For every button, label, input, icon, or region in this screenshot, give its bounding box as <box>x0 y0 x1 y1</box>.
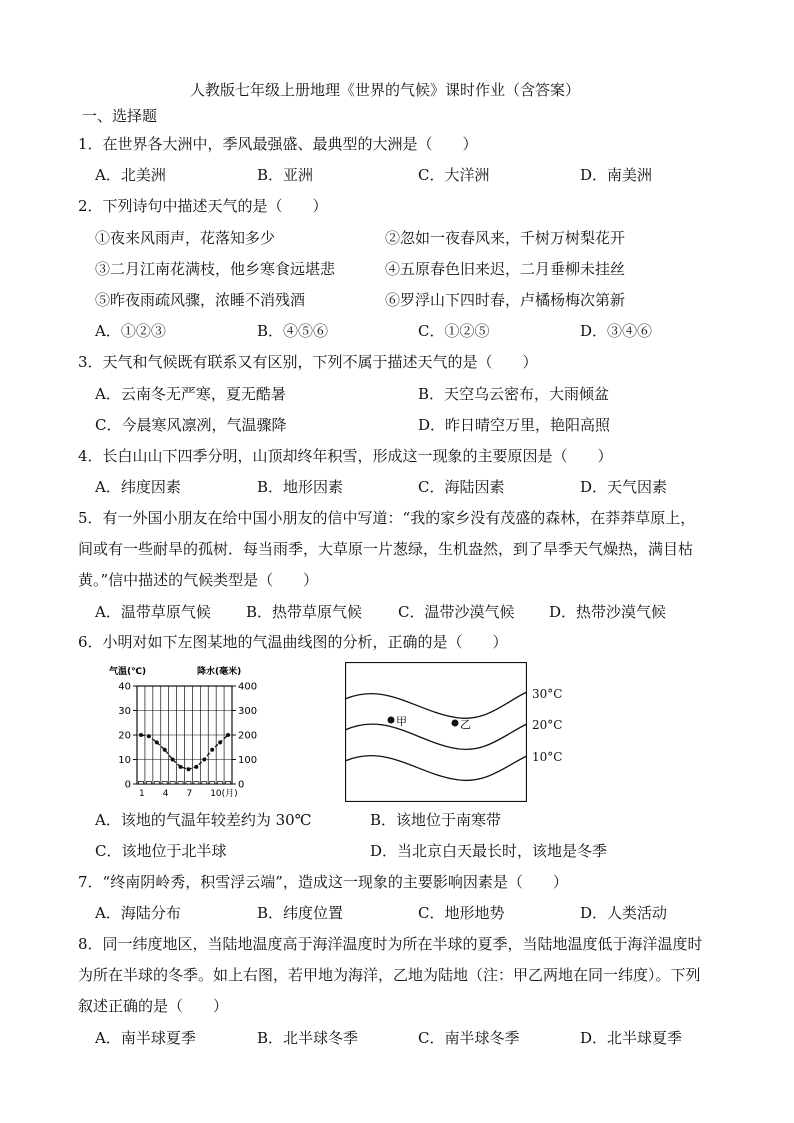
temperature-point <box>218 740 222 744</box>
temperature-point <box>202 758 206 762</box>
ytick-label: 30 <box>118 706 131 717</box>
xtick-label: 1 <box>138 789 145 799</box>
isotherm-label-10: 10°C <box>532 750 563 764</box>
q4-option-a: A．纬度因素 <box>95 478 181 496</box>
isotherm-map <box>345 662 527 802</box>
section-heading: 一、选择题 <box>82 107 158 125</box>
precip-bar <box>178 782 183 784</box>
point-jia <box>388 717 395 724</box>
q2-poem-2: ②忽如一夜春风来，千树万树梨花开 <box>385 229 626 247</box>
chart-ylabel: 气温(℃) <box>109 667 147 677</box>
isotherm-label-20: 20°C <box>532 718 563 732</box>
xtick-label: 10(月) <box>210 789 238 799</box>
q3-option-c: C．今晨寒风凛冽，气温骤降 <box>95 416 287 434</box>
q4-option-d: D．天气因素 <box>580 478 668 496</box>
xtick-label: 7 <box>186 789 193 799</box>
question-1-stem: 1．在世界各大洲中，季风最强盛、最典型的大洲是（ ） <box>78 135 478 153</box>
question-5-stem-line-3: 黄。”信中描述的气候类型是（ ） <box>78 571 319 589</box>
q8-option-a: A．南半球夏季 <box>95 1029 196 1047</box>
q2-option-c: C．①②⑤ <box>418 322 490 340</box>
point-yi-label: 乙 <box>460 718 471 731</box>
temperature-point <box>147 734 151 738</box>
q7-option-c: C．地形地势 <box>418 904 505 922</box>
question-8-stem-line-2: 为所在半球的冬季。如上右图，若甲地为海洋，乙地为陆地（注：甲乙两地在同一纬度）。下列 <box>78 966 701 984</box>
q3-option-a: A．云南冬无严寒，夏无酷暑 <box>95 385 286 403</box>
chart-y2ticks <box>232 682 257 791</box>
point-jia-label: 甲 <box>396 715 407 728</box>
q6-option-a: A．该地的气温年较差约为 30℃ <box>95 811 312 829</box>
q7-option-a: A．海陆分布 <box>95 904 181 922</box>
isotherm-label-30: 30°C <box>532 687 563 701</box>
chart-y2label: 降水(毫米) <box>197 667 242 677</box>
temperature-point <box>171 758 175 762</box>
precip-bar <box>218 782 223 784</box>
q3-option-d: D．昨日晴空万里，艳阳高照 <box>418 416 611 434</box>
q2-poem-1: ①夜来风雨声，花落知多少 <box>95 229 276 247</box>
q6-option-d: D．当北京白天最长时，该地是冬季 <box>370 842 608 860</box>
question-4-stem: 4．长白山山下四季分明，山顶却终年积雪，形成这一现象的主要原因是（ ） <box>78 447 613 465</box>
y2tick-label: 200 <box>238 730 258 742</box>
ytick-label: 40 <box>118 681 131 693</box>
y2tick-label: 0 <box>238 779 245 791</box>
q1-option-a: A．北美洲 <box>95 166 166 184</box>
q1-option-c: C．大洋洲 <box>418 166 490 184</box>
q4-option-c: C．海陆因素 <box>418 478 505 496</box>
precip-bar <box>170 782 175 784</box>
question-3-stem: 3．天气和气候既有联系又有区别，下列不属于描述天气的是（ ） <box>78 353 538 371</box>
q1-option-b: B．亚洲 <box>257 166 314 184</box>
question-5-stem-line-2: 间或有一些耐旱的孤树．每当雨季，大草原一片葱绿，生机盎然，到了旱季天气燥热，满目枯 <box>78 540 694 558</box>
q5-option-d: D．热带沙漠气候 <box>549 603 667 621</box>
ytick-label: 0 <box>124 779 131 791</box>
q8-option-c: C．南半球冬季 <box>418 1029 520 1047</box>
climate-chart <box>95 662 275 802</box>
point-yi <box>452 720 459 727</box>
temperature-point <box>155 740 159 744</box>
ytick-label: 10 <box>118 755 131 766</box>
q8-option-b: B．北半球冬季 <box>257 1029 359 1047</box>
question-6-stem: 6．小明对如下左图某地的气温曲线图的分析，正确的是（ ） <box>78 633 508 651</box>
temperature-point <box>139 733 143 737</box>
q7-option-b: B．纬度位置 <box>257 904 344 922</box>
chart-yticks <box>118 682 137 791</box>
q5-option-b: B．热带草原气候 <box>246 603 363 621</box>
q6-option-b: B．该地位于南寒带 <box>370 811 502 829</box>
precip-bar <box>210 782 215 784</box>
q2-poem-3: ③二月江南花满枝，他乡寒食远堪悲 <box>95 260 336 278</box>
document-title: 人教版七年级上册地理《世界的气候》课时作业（含答案） <box>190 81 581 99</box>
precip-bar <box>154 782 159 784</box>
q5-option-a: A．温带草原气候 <box>95 603 211 621</box>
xtick-label: 4 <box>162 789 169 799</box>
q2-poem-4: ④五原春色旧来迟，二月垂柳未挂丝 <box>385 260 626 278</box>
question-8-stem-line-1: 8．同一纬度地区，当陆地温度高于海洋温度时为所在半球的夏季，当陆地温度低于海洋温度时 <box>78 935 703 953</box>
temperature-point <box>186 767 190 771</box>
q2-poem-5: ⑤昨夜雨疏风骤，浓睡不消残酒 <box>95 291 306 309</box>
temperature-point <box>163 748 167 752</box>
chart-grid <box>137 686 232 784</box>
temperature-point <box>179 765 183 769</box>
q7-option-d: D．人类活动 <box>580 904 668 922</box>
question-2-stem: 2．下列诗句中描述天气的是（ ） <box>78 197 328 215</box>
precip-bar <box>202 782 207 784</box>
y2tick-label: 400 <box>238 681 258 693</box>
precip-bar <box>146 782 151 784</box>
q5-option-c: C．温带沙漠气候 <box>398 603 515 621</box>
ytick-label: 20 <box>118 730 131 742</box>
precip-bar <box>186 782 191 784</box>
q4-option-b: B．地形因素 <box>257 478 344 496</box>
q6-option-c: C．该地位于北半球 <box>95 842 227 860</box>
precip-bar <box>162 782 167 784</box>
q2-option-b: B．④⑤⑥ <box>257 322 329 340</box>
q8-option-d: D．北半球夏季 <box>580 1029 683 1047</box>
q2-option-d: D．③④⑥ <box>580 322 653 340</box>
q2-poem-6: ⑥罗浮山下四时春，卢橘杨梅次第新 <box>385 291 626 309</box>
temperature-point <box>226 733 230 737</box>
precip-bar <box>138 782 143 784</box>
y2tick-label: 300 <box>238 706 258 717</box>
question-7-stem: 7．“终南阴岭秀，积雪浮云端”，造成这一现象的主要影响因素是（ ） <box>78 873 568 891</box>
chart-xticks <box>139 788 238 799</box>
question-5-stem-line-1: 5．有一外国小朋友在给中国小朋友的信中写道：“我的家乡没有茂盛的森林，在莽莽草原上， <box>78 509 696 527</box>
temperature-point <box>210 748 214 752</box>
temperature-point <box>194 765 198 769</box>
precip-bar <box>194 782 199 784</box>
y2tick-label: 100 <box>238 755 258 766</box>
precip-bar <box>226 782 231 784</box>
q3-option-b: B．天空乌云密布，大雨倾盆 <box>418 385 610 403</box>
question-8-stem-line-3: 叙述正确的是（ ） <box>78 997 229 1015</box>
q1-option-d: D．南美洲 <box>580 166 653 184</box>
q2-option-a: A．①②③ <box>95 322 166 340</box>
